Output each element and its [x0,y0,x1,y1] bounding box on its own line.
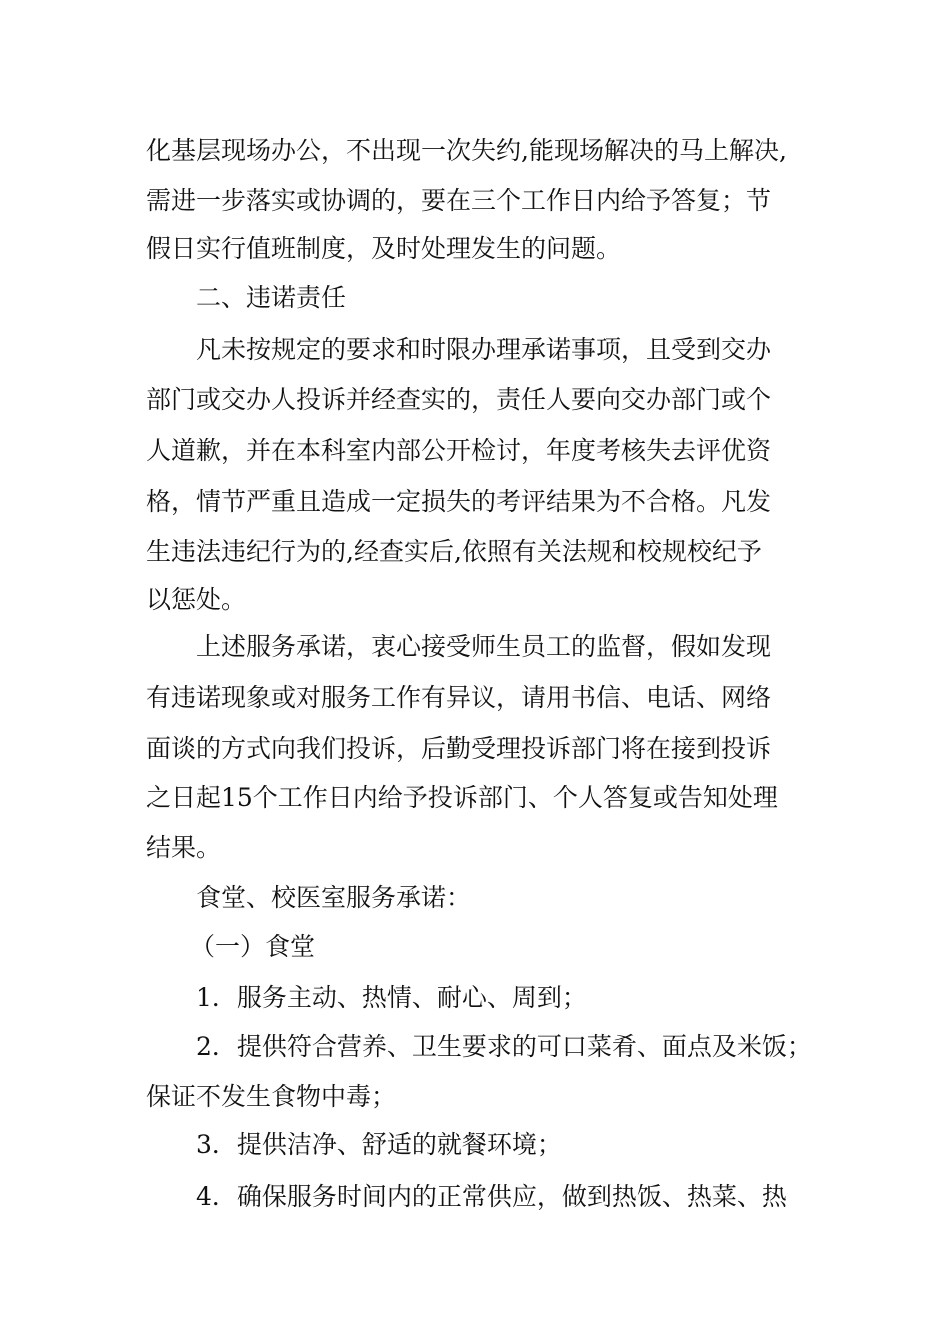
text-line: 需进一步落实或协调的，要在三个工作日内给予答复；节 [146,186,772,215]
list-item: 3．提供洁净、舒适的就餐环境； [196,1130,562,1159]
section-heading: 二、违诺责任 [196,283,347,312]
subsection-heading: （一）食堂 [190,932,316,961]
text-line: 有违诺现象或对服务工作有异议，请用书信、电话、网络 [146,683,772,712]
text-line: 上述服务承诺，衷心接受师生员工的监督，假如发现 [196,632,772,661]
text-line: 之日起15个工作日内给予投诉部门、个人答复或告知处理 [146,783,778,812]
text-line: 格，情节严重且造成一定损失的考评结果为不合格。凡发 [146,487,772,516]
text-line: 化基层现场办公，不出现一次失约,能现场解决的马上解决, [146,136,787,165]
text-line: 凡未按规定的要求和时限办理承诺事项，且受到交办 [196,335,772,364]
text-line: 面谈的方式向我们投诉，后勤受理投诉部门将在接到投诉 [146,734,772,763]
text-line: 生违法违纪行为的,经查实后,依照有关法规和校规校纪予 [146,537,762,566]
text-line: 部门或交办人投诉并经查实的，责任人要向交办部门或个 [146,385,772,414]
text-line: 结果。 [146,833,222,862]
list-item: 1．服务主动、热情、耐心、周到； [196,983,587,1012]
list-item: 2．提供符合营养、卫生要求的可口菜肴、面点及米饭； [196,1032,812,1061]
text-line: 以惩处。 [146,585,247,614]
text-line: 保证不发生食物中毒； [146,1082,397,1111]
text-line: 假日实行值班制度，及时处理发生的问题。 [146,234,622,263]
list-item: 4．确保服务时间内的正常供应，做到热饭、热菜、热 [196,1182,787,1211]
section-heading: 食堂、校医室服务承诺： [196,883,472,912]
text-line: 人道歉，并在本科室内部公开检讨，年度考核失去评优资 [146,436,772,465]
